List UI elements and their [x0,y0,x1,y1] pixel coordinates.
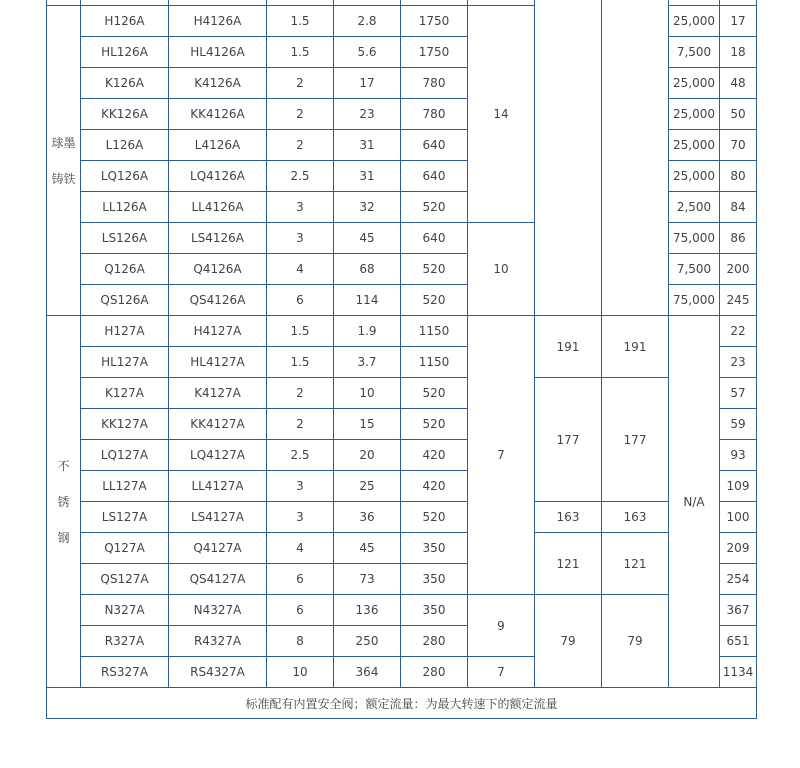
model-4-cell: LQ4127A [169,440,267,471]
value-a-cell: 6 [267,285,334,316]
model-4-cell: N4327A [169,595,267,626]
value-d-cell: 9 [468,595,535,657]
table-body [47,0,757,719]
value-a-cell: 2 [267,409,334,440]
value-a-cell: 1.5 [267,347,334,378]
value-a-cell: 3 [267,192,334,223]
value-c-cell: 280 [401,657,468,688]
value-d-cell: 7 [468,316,535,595]
value-c-cell: 520 [401,285,468,316]
model-4-cell: K4127A [169,378,267,409]
value-a-cell: 2.5 [267,440,334,471]
value-b-cell: 2.8 [334,6,401,37]
pump-spec-table [46,0,757,719]
value-c-cell: 350 [401,595,468,626]
value-a-cell: 3 [267,502,334,533]
value-e-cell [535,0,602,316]
value-f-cell: 79 [602,595,669,688]
table-row [47,316,757,347]
value-b-cell: 32 [334,192,401,223]
value-g-cell: 25,000 [669,99,720,130]
value-c-cell: 640 [401,161,468,192]
model-cell: H127A [81,316,169,347]
value-d-cell: 14 [468,6,535,223]
value-a-cell: 3 [267,471,334,502]
value-c-cell: 640 [401,130,468,161]
model-cell: KK126A [81,99,169,130]
model-4-cell: KK4127A [169,409,267,440]
model-cell: LQ126A [81,161,169,192]
model-cell: Q126A [81,254,169,285]
value-h-cell: 209 [720,533,757,564]
value-h-cell: 100 [720,502,757,533]
model-4-cell: QS4127A [169,564,267,595]
value-c-cell: 1150 [401,316,468,347]
value-a-cell: 1.5 [267,6,334,37]
value-g-cell: 7,500 [669,254,720,285]
value-b-cell: 136 [334,595,401,626]
value-a-cell: 6 [267,595,334,626]
value-a-cell: 2 [267,99,334,130]
model-4-cell: LL4126A [169,192,267,223]
value-b-cell: 5.6 [334,37,401,68]
value-h-cell: 70 [720,130,757,161]
value-g-cell: 25,000 [669,161,720,192]
value-f-cell: 177 [602,378,669,502]
value-a-cell: 1.5 [267,316,334,347]
value-b-cell: 31 [334,130,401,161]
value-f-cell: 121 [602,533,669,595]
value-a-cell: 3 [267,223,334,254]
table-row [47,595,757,626]
value-a-cell: 2 [267,68,334,99]
value-f-cell: 191 [602,316,669,378]
model-cell: K127A [81,378,169,409]
value-b-cell: 36 [334,502,401,533]
value-c-cell: 1750 [401,6,468,37]
value-b-cell: 15 [334,409,401,440]
value-h-cell: 367 [720,595,757,626]
model-cell: R327A [81,626,169,657]
table-row [47,378,757,409]
value-d-cell: 7 [468,657,535,688]
value-h-cell: 23 [720,347,757,378]
model-cell: LS127A [81,502,169,533]
value-d-cell: 10 [468,223,535,316]
model-4-cell: LS4126A [169,223,267,254]
value-c-cell: 520 [401,378,468,409]
value-c-cell: 1150 [401,347,468,378]
model-cell: LS126A [81,223,169,254]
value-a-cell: 2.5 [267,161,334,192]
model-4-cell: LL4127A [169,471,267,502]
value-g-cell: N/A [669,316,720,688]
value-e-cell: 121 [535,533,602,595]
value-h-cell: 109 [720,471,757,502]
model-4-cell: K4126A [169,68,267,99]
model-4-cell: H4127A [169,316,267,347]
value-b-cell: 31 [334,161,401,192]
value-b-cell: 250 [334,626,401,657]
value-c-cell: 520 [401,502,468,533]
value-b-cell: 23 [334,99,401,130]
table-row [47,502,757,533]
model-cell: KK127A [81,409,169,440]
table-row [47,533,757,564]
value-a-cell: 6 [267,564,334,595]
model-4-cell: QS4126A [169,285,267,316]
value-h-cell: 22 [720,316,757,347]
model-4-cell: H4126A [169,6,267,37]
group-label-stainless-steel: 不 锈 钢 [47,316,81,688]
value-e-cell: 177 [535,378,602,502]
value-b-cell: 17 [334,68,401,99]
model-4-cell: LS4127A [169,502,267,533]
value-h-cell: 93 [720,440,757,471]
model-cell: H126A [81,6,169,37]
value-h-cell: 200 [720,254,757,285]
model-cell: RS327A [81,657,169,688]
group-label-ductile-iron: 球墨 铸铁 [47,6,81,316]
value-e-cell: 191 [535,316,602,378]
value-h-cell: 84 [720,192,757,223]
value-g-cell: 25,000 [669,68,720,99]
model-4-cell: KK4126A [169,99,267,130]
value-c-cell: 420 [401,471,468,502]
value-g-cell: 75,000 [669,285,720,316]
value-h-cell: 651 [720,626,757,657]
model-cell: QS127A [81,564,169,595]
value-a-cell: 4 [267,254,334,285]
value-f-cell [602,0,669,316]
value-c-cell: 640 [401,223,468,254]
value-b-cell: 20 [334,440,401,471]
model-4-cell: Q4127A [169,533,267,564]
value-h-cell: 80 [720,161,757,192]
value-h-cell: 254 [720,564,757,595]
model-cell: LQ127A [81,440,169,471]
model-4-cell: LQ4126A [169,161,267,192]
model-4-cell: RS4327A [169,657,267,688]
value-a-cell: 4 [267,533,334,564]
value-a-cell: 10 [267,657,334,688]
value-b-cell: 10 [334,378,401,409]
value-c-cell: 420 [401,440,468,471]
value-c-cell: 780 [401,99,468,130]
model-cell: K126A [81,68,169,99]
model-4-cell: HL4126A [169,37,267,68]
value-h-cell: 86 [720,223,757,254]
table-footer-row [47,688,757,719]
value-b-cell: 45 [334,223,401,254]
value-c-cell: 350 [401,533,468,564]
model-4-cell: R4327A [169,626,267,657]
value-c-cell: 280 [401,626,468,657]
value-e-cell: 79 [535,595,602,688]
model-cell: Q127A [81,533,169,564]
value-h-cell: 18 [720,37,757,68]
value-c-cell: 520 [401,192,468,223]
value-g-cell: 7,500 [669,37,720,68]
value-c-cell: 520 [401,409,468,440]
value-h-cell: 1134 [720,657,757,688]
footer-note: 标准配有内置安全阀；额定流量：为最大转速下的额定流量 [47,688,757,719]
value-a-cell: 1.5 [267,37,334,68]
model-4-cell: L4126A [169,130,267,161]
value-b-cell: 45 [334,533,401,564]
value-h-cell: 245 [720,285,757,316]
value-b-cell: 3.7 [334,347,401,378]
value-c-cell: 520 [401,254,468,285]
value-a-cell: 2 [267,378,334,409]
value-h-cell: 50 [720,99,757,130]
value-g-cell: 25,000 [669,6,720,37]
value-g-cell: 25,000 [669,130,720,161]
value-h-cell: 48 [720,68,757,99]
model-cell: L126A [81,130,169,161]
value-b-cell: 73 [334,564,401,595]
model-cell: HL127A [81,347,169,378]
model-cell: N327A [81,595,169,626]
value-c-cell: 780 [401,68,468,99]
value-h-cell: 17 [720,6,757,37]
value-b-cell: 1.9 [334,316,401,347]
model-cell: LL126A [81,192,169,223]
value-b-cell: 114 [334,285,401,316]
model-cell: QS126A [81,285,169,316]
value-c-cell: 350 [401,564,468,595]
value-h-cell: 57 [720,378,757,409]
value-g-cell: 2,500 [669,192,720,223]
model-cell: LL127A [81,471,169,502]
value-a-cell: 8 [267,626,334,657]
value-f-cell: 163 [602,502,669,533]
value-g-cell: 75,000 [669,223,720,254]
value-c-cell: 1750 [401,37,468,68]
value-b-cell: 68 [334,254,401,285]
value-b-cell: 364 [334,657,401,688]
value-h-cell: 59 [720,409,757,440]
model-cell: HL126A [81,37,169,68]
value-b-cell: 25 [334,471,401,502]
value-a-cell: 2 [267,130,334,161]
model-4-cell: HL4127A [169,347,267,378]
value-e-cell: 163 [535,502,602,533]
model-4-cell: Q4126A [169,254,267,285]
